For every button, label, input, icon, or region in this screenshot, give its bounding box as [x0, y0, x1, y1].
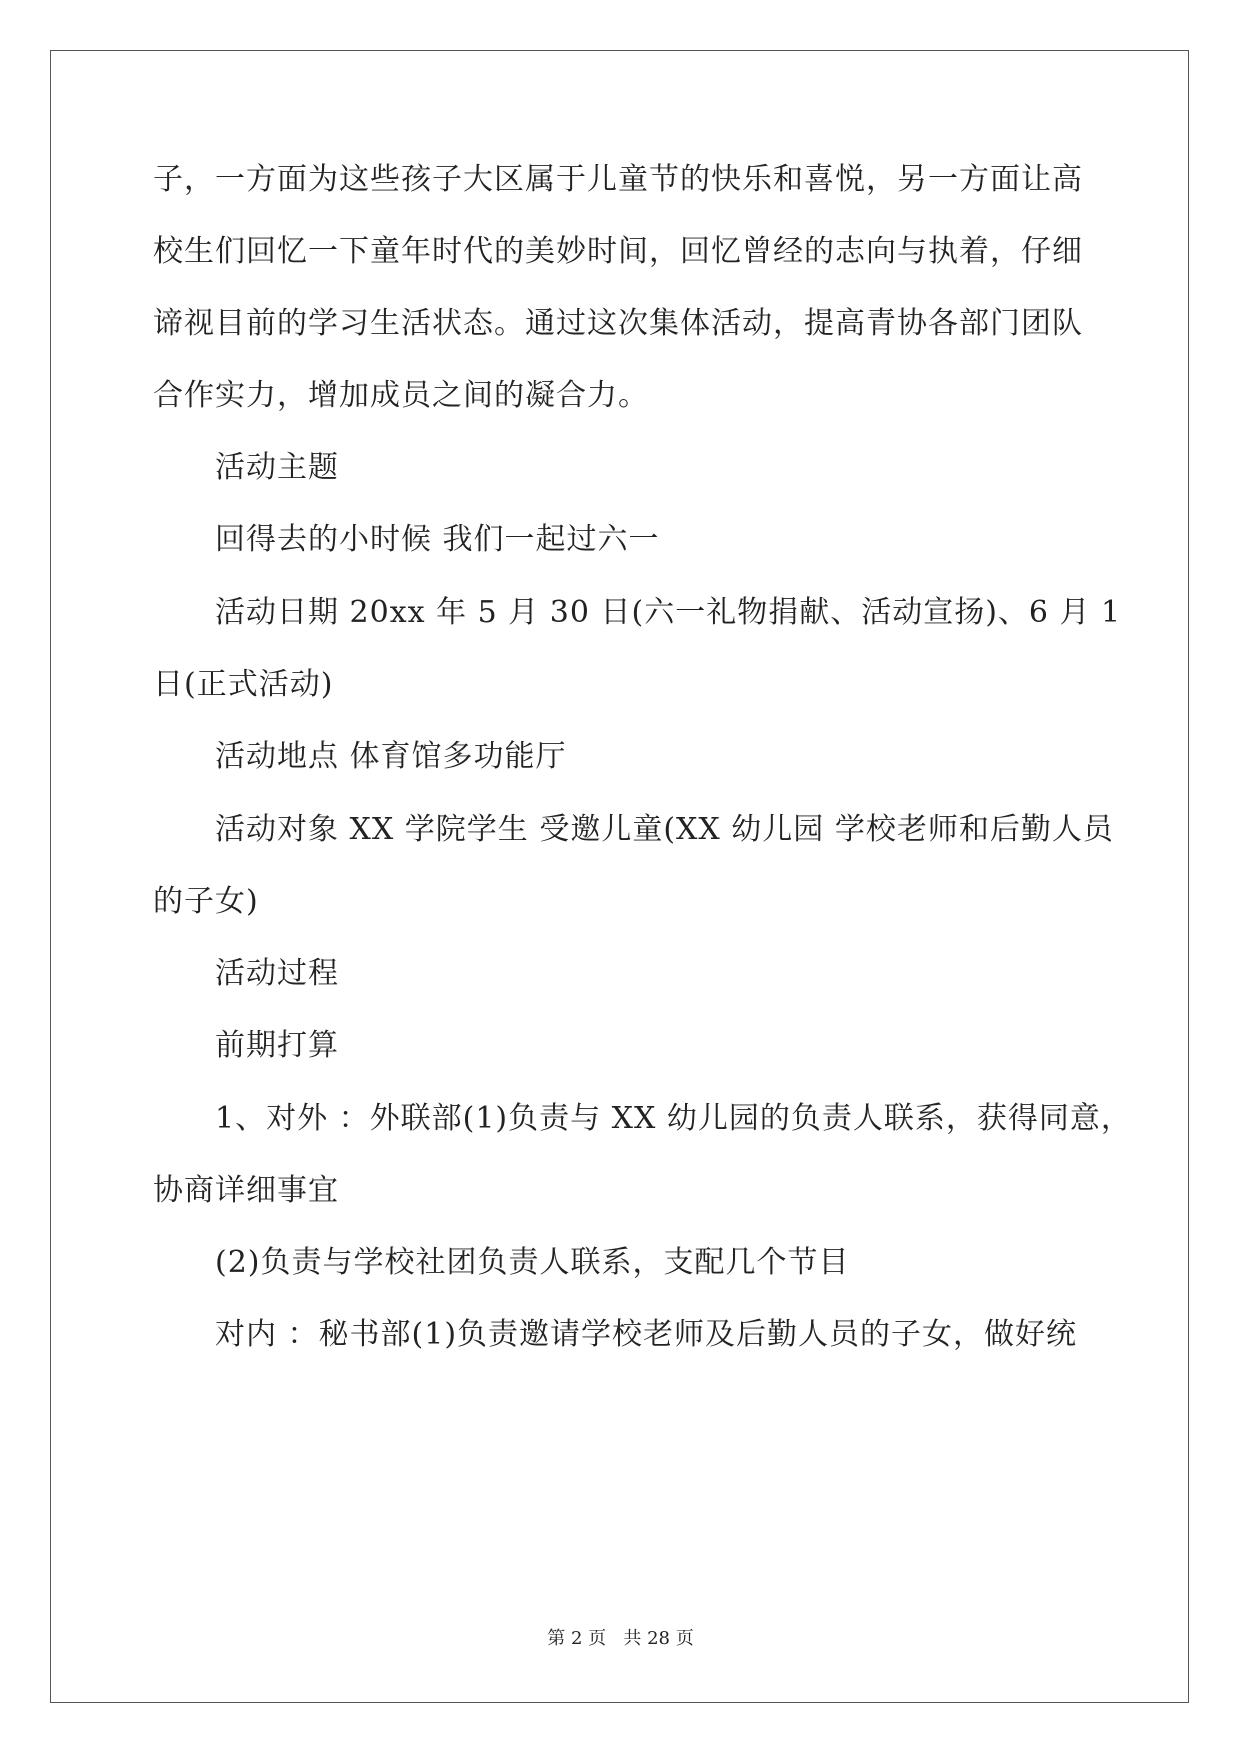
text-line: 活动对象 XX 学院学生 受邀儿童(XX 幼儿园 学校老师和后勤人员 — [215, 812, 1114, 847]
text-line: 子，一方面为这些孩子大区属于儿童节的快乐和喜悦，另一方面让高 — [153, 162, 1083, 197]
text-line: 对内 ：秘书部(1)负责邀请学校老师及后勤人员的子女，做好统 — [215, 1317, 1078, 1352]
text-line: 回得去的小时候 我们一起过六一 — [215, 522, 660, 557]
text-line: 的子女) — [153, 884, 259, 919]
text-line: (2)负责与学校社团负责人联系，支配几个节目 — [215, 1245, 850, 1280]
section-heading: 活动主题 — [215, 450, 339, 485]
section-heading: 前期打算 — [215, 1028, 339, 1063]
section-heading: 活动过程 — [215, 956, 339, 991]
text-line: 活动地点 体育馆多功能厅 — [215, 739, 567, 774]
text-line: 合作实力，增加成员之间的凝合力。 — [153, 378, 649, 413]
text-line: 1、对外 ：外联部(1)负责与 XX 幼儿园的负责人联系，获得同意， — [215, 1101, 1132, 1136]
text-line: 活动日期 20xx 年 5 月 30 日(六一礼物捐献、活动宣扬)、6 月 1 — [215, 595, 1122, 630]
text-line: 校生们回忆一下童年时代的美妙时间，回忆曾经的志向与执着，仔细 — [153, 234, 1083, 269]
text-line: 谛视目前的学习生活状态。通过这次集体活动，提高青协各部门团队 — [153, 306, 1083, 341]
page-border — [50, 50, 1189, 1703]
text-line: 日(正式活动) — [153, 667, 334, 702]
page-number-footer: 第 2 页 共 28 页 — [547, 1628, 694, 1649]
text-line: 协商详细事宜 — [153, 1173, 339, 1208]
